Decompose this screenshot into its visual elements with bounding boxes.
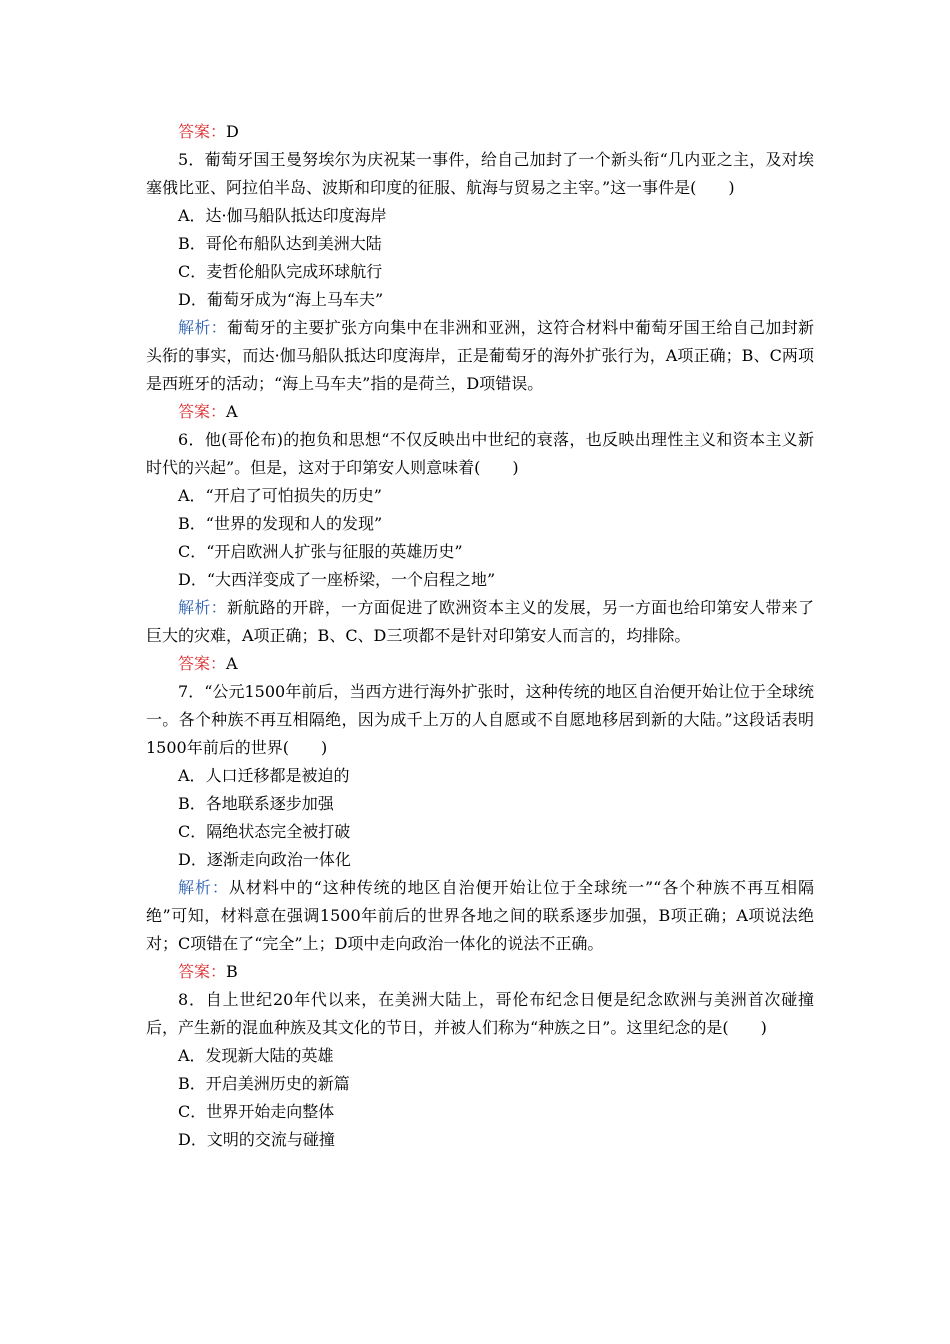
analysis-label: 解析：	[178, 878, 229, 897]
analysis-text: 从材料中的“这种传统的地区自治便开始让位于全球统一”“各个种族不再互相隔绝”可知，材料意在强调1500年前后的世界各地之间的联系逐步加强，B项正确；A项说法绝对；C项错在了“完全”上；D项中走向政治一体化的说法不正确。	[146, 878, 814, 953]
question-6: 6．他(哥伦布)的抱负和思想“不仅反映出中世纪的衰落，也反映出理性主义和资本主义新时代的兴起”。但是，这对于印第安人则意味着( )	[146, 430, 814, 477]
document-page	[146, 118, 814, 1154]
option-c: C．麦哲伦船队完成环球航行	[178, 262, 383, 281]
answer-label: 答案：	[178, 122, 227, 141]
analysis-6	[146, 594, 814, 650]
option-a: A．“开启了可怕损失的历史”	[178, 486, 382, 505]
answer-line	[146, 958, 814, 986]
answer-line	[146, 118, 814, 146]
analysis-text: 新航路的开辟，一方面促进了欧洲资本主义的发展，另一方面也给印第安人带来了巨大的灾难，A项正确；B、C、D三项都不是针对印第安人而言的，均排除。	[146, 598, 814, 645]
option-b: B．“世界的发现和人的发现”	[178, 514, 383, 533]
question-7: 7．“公元1500年前后，当西方进行海外扩张时，这种传统的地区自治便开始让位于全球统一。各个种族不再互相隔绝，因为成千上万的人自愿或不自愿地移居到新的大陆。”这段话表明1500年前后的世界( )	[146, 682, 814, 757]
analysis-label: 解析：	[178, 318, 227, 337]
answer-label: 答案：	[178, 962, 227, 981]
answer-value: A	[226, 402, 238, 421]
option-a: A．人口迁移都是被迫的	[178, 766, 350, 785]
answer-label: 答案：	[178, 402, 227, 421]
option-d: D．文明的交流与碰撞	[178, 1130, 335, 1149]
option-d: D．逐渐走向政治一体化	[178, 850, 351, 869]
option-b: B．开启美洲历史的新篇	[178, 1074, 350, 1093]
option-d: D．葡萄牙成为“海上马车夫”	[178, 290, 384, 309]
analysis-7	[146, 874, 814, 958]
answer-line	[146, 650, 814, 678]
analysis-label: 解析：	[178, 598, 227, 617]
option-a: A．发现新大陆的英雄	[178, 1046, 334, 1065]
answer-value: D	[226, 122, 239, 141]
option-d: D．“大西洋变成了一座桥梁，一个启程之地”	[178, 570, 496, 589]
option-a: A．达·伽马船队抵达印度海岸	[178, 206, 387, 225]
question-8: 8．自上世纪20年代以来，在美洲大陆上，哥伦布纪念日便是纪念欧洲与美洲首次碰撞后，产生新的混血种族及其文化的节日，并被人们称为“种族之日”。这里纪念的是( )	[146, 990, 814, 1037]
option-b: B．哥伦布船队达到美洲大陆	[178, 234, 382, 253]
answer-label: 答案：	[178, 654, 227, 673]
answer-line	[146, 398, 814, 426]
question-5: 5．葡萄牙国王曼努埃尔为庆祝某一事件，给自己加封了一个新头衔“几内亚之主，及对埃塞俄比亚、阿拉伯半岛、波斯和印度的征服、航海与贸易之主宰。”这一事件是( )	[146, 150, 814, 197]
option-c: C．“开启欧洲人扩张与征服的英雄历史”	[178, 542, 463, 561]
option-b: B．各地联系逐步加强	[178, 794, 334, 813]
answer-value: B	[226, 962, 238, 981]
option-c: C．世界开始走向整体	[178, 1102, 335, 1121]
analysis-5	[146, 314, 814, 398]
answer-value: A	[226, 654, 238, 673]
analysis-text: 葡萄牙的主要扩张方向集中在非洲和亚洲，这符合材料中葡萄牙国王给自己加封新头衔的事实，而达·伽马船队抵达印度海岸，正是葡萄牙的海外扩张行为，A项正确；B、C两项是西班牙的活动；“海上马车夫”指的是荷兰，D项错误。	[146, 318, 814, 393]
option-c: C．隔绝状态完全被打破	[178, 822, 351, 841]
